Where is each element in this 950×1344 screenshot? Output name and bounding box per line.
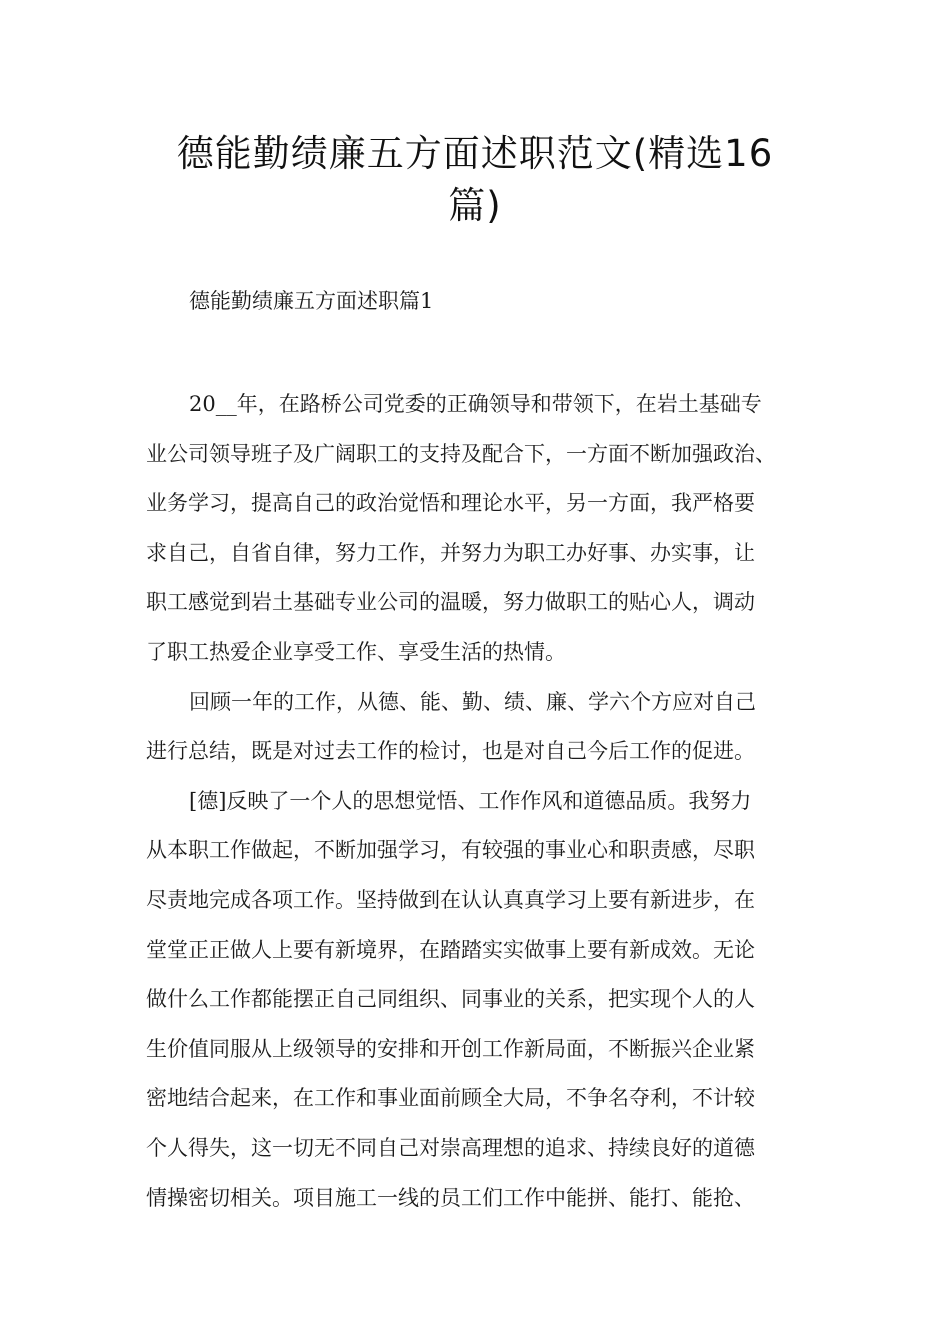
text-line: 业公司领导班子及广阔职工的支持及配合下，一方面不断加强政治、: [146, 441, 776, 466]
text-line: 个人得失，这一切无不同自己对崇高理想的追求、持续良好的道德: [146, 1135, 755, 1160]
text-line: [德]反映了一个人的思想觉悟、工作作风和道德品质。我努力: [189, 788, 752, 813]
text-line: 职工感觉到岩土基础专业公司的温暖，努力做职工的贴心人，调动: [146, 590, 755, 615]
text-line: 进行总结，既是对过去工作的检讨，也是对自己今后工作的促进。: [146, 739, 755, 764]
paragraph-3: [146, 777, 818, 1223]
text-line: 生价值同服从上级领导的安排和开创工作新局面，不断振兴企业紧: [146, 1036, 755, 1061]
title-line-2: 篇): [448, 184, 502, 227]
paragraph-2: [146, 678, 818, 777]
text-line: 业务学习，提高自己的政治觉悟和理论水平，另一方面，我严格要: [146, 491, 755, 516]
title-line-1: 德能勤绩廉五方面述职范文(精选16: [176, 132, 774, 175]
text-line: 了职工热爱企业享受工作、享受生活的热情。: [146, 639, 566, 664]
text-line: 尽责地完成各项工作。坚持做到在认认真真学习上要有新进步，在: [146, 887, 755, 912]
paragraph-1: [146, 380, 818, 678]
text-line: 密地结合起来，在工作和事业面前顾全大局，不争名夺利，不计较: [146, 1086, 755, 1111]
document-body: [146, 380, 818, 1223]
section-heading: 德能勤绩廉五方面述职篇1: [189, 289, 434, 313]
text-line: 回顾一年的工作，从德、能、勤、绩、廉、学六个方应对自己: [189, 689, 756, 714]
text-line: 做什么工作都能摆正自己同组织、同事业的关系，把实现个人的人: [146, 987, 755, 1012]
text-line: 情操密切相关。项目施工一线的员工们工作中能拼、能打、能抢、: [146, 1185, 755, 1210]
text-line: 堂堂正正做人上要有新境界，在踏踏实实做事上要有新成效。无论: [146, 937, 755, 962]
text-line: 求自己，自省自律，努力工作，并努力为职工办好事、办实事，让: [146, 540, 755, 565]
text-line: 从本职工作做起，不断加强学习，有较强的事业心和职责感，尽职: [146, 838, 755, 863]
document-title: [150, 128, 800, 232]
text-line: 20__年，在路桥公司党委的正确领导和带领下，在岩土基础专: [189, 392, 762, 416]
